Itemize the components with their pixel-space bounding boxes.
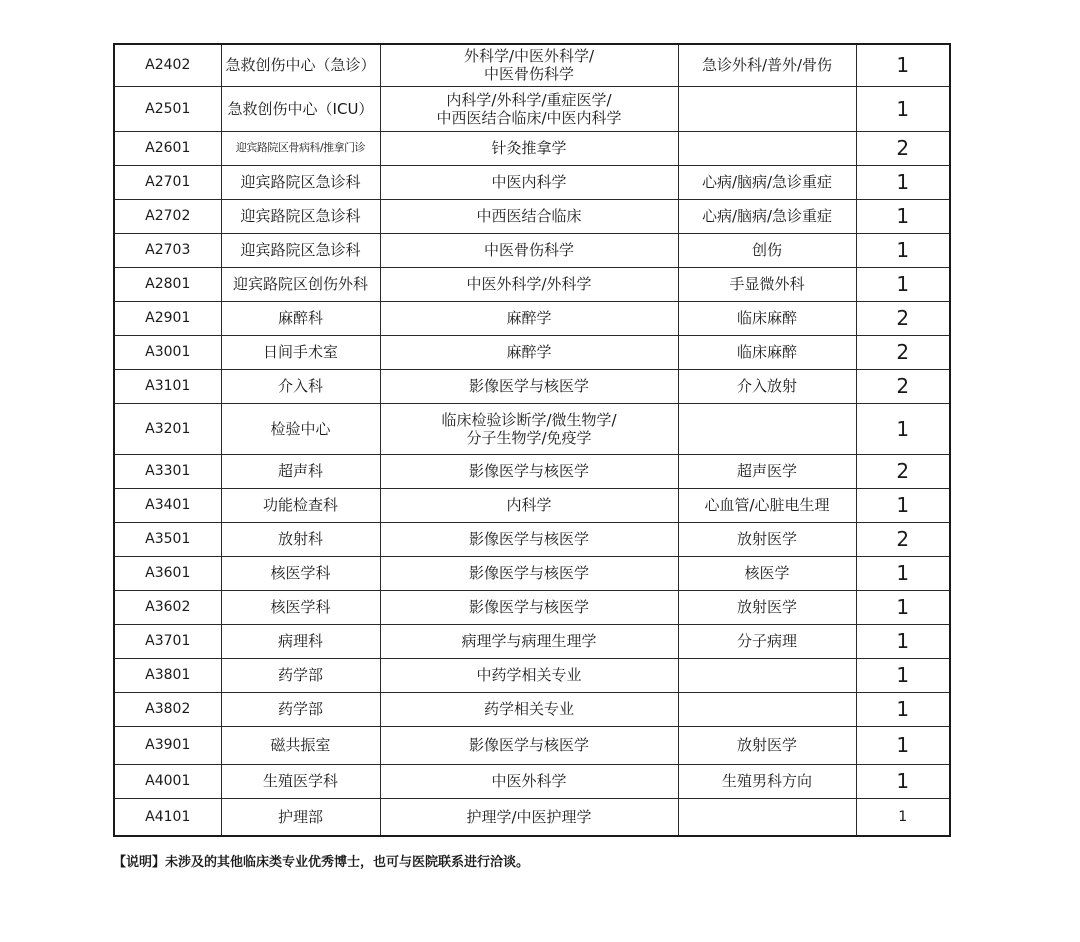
position-code: A3601 xyxy=(114,556,221,590)
headcount: 2 xyxy=(856,522,950,556)
research-direction xyxy=(678,692,856,726)
major-line: 内科学 xyxy=(506,496,552,514)
major-line: 中医骨伤科学 xyxy=(483,65,574,84)
department: 介入科 xyxy=(221,369,380,403)
department: 迎宾路院区急诊科 xyxy=(221,233,380,267)
research-direction: 手显微外科 xyxy=(678,267,856,301)
major-requirement xyxy=(380,165,678,199)
table-row xyxy=(114,522,950,556)
major-line: 影像医学与核医学 xyxy=(468,462,589,480)
headcount: 1 xyxy=(856,798,950,836)
table-row xyxy=(114,233,950,267)
research-direction: 放射医学 xyxy=(678,522,856,556)
research-direction: 创伤 xyxy=(678,233,856,267)
headcount: 1 xyxy=(856,86,950,131)
major-requirement xyxy=(380,403,678,454)
headcount: 1 xyxy=(856,267,950,301)
major-line: 针灸推拿学 xyxy=(491,139,567,157)
major-line: 分子生物学/免疫学 xyxy=(466,428,592,447)
table-row xyxy=(114,131,950,165)
research-direction: 心血管/心脏电生理 xyxy=(678,488,856,522)
table-row xyxy=(114,488,950,522)
headcount: 1 xyxy=(856,44,950,86)
position-code: A3001 xyxy=(114,335,221,369)
department: 药学部 xyxy=(221,692,380,726)
position-code: A2703 xyxy=(114,233,221,267)
major-requirement xyxy=(380,86,678,131)
major-line: 中医外科学 xyxy=(491,772,567,790)
department: 迎宾路院区急诊科 xyxy=(221,165,380,199)
headcount: 1 xyxy=(856,556,950,590)
table-row xyxy=(114,556,950,590)
position-code: A3701 xyxy=(114,624,221,658)
major-requirement xyxy=(380,764,678,798)
position-code: A4101 xyxy=(114,798,221,836)
major-requirement xyxy=(380,624,678,658)
headcount: 2 xyxy=(856,335,950,369)
department: 病理科 xyxy=(221,624,380,658)
table-row xyxy=(114,798,950,836)
table-row xyxy=(114,301,950,335)
table-row xyxy=(114,454,950,488)
department: 核医学科 xyxy=(221,556,380,590)
major-requirement xyxy=(380,454,678,488)
research-direction: 临床麻醉 xyxy=(678,301,856,335)
research-direction: 介入放射 xyxy=(678,369,856,403)
department: 麻醉科 xyxy=(221,301,380,335)
table-row xyxy=(114,726,950,764)
position-code: A2901 xyxy=(114,301,221,335)
position-code: A2501 xyxy=(114,86,221,131)
position-code: A3101 xyxy=(114,369,221,403)
major-line: 中医内科学 xyxy=(491,173,567,191)
headcount: 1 xyxy=(856,590,950,624)
department: 放射科 xyxy=(221,522,380,556)
major-requirement xyxy=(380,522,678,556)
major-line: 影像医学与核医学 xyxy=(468,598,589,616)
major-requirement xyxy=(380,798,678,836)
major-requirement xyxy=(380,233,678,267)
department: 日间手术室 xyxy=(221,335,380,369)
major-requirement xyxy=(380,335,678,369)
department: 核医学科 xyxy=(221,590,380,624)
major-requirement xyxy=(380,131,678,165)
major-line: 影像医学与核医学 xyxy=(468,377,589,395)
major-requirement xyxy=(380,726,678,764)
department: 生殖医学科 xyxy=(221,764,380,798)
major-requirement xyxy=(380,692,678,726)
headcount: 2 xyxy=(856,369,950,403)
research-direction xyxy=(678,658,856,692)
major-line: 影像医学与核医学 xyxy=(468,564,589,582)
position-code: A2601 xyxy=(114,131,221,165)
major-requirement xyxy=(380,488,678,522)
department: 护理部 xyxy=(221,798,380,836)
table-row xyxy=(114,590,950,624)
table-row xyxy=(114,624,950,658)
headcount: 1 xyxy=(856,658,950,692)
major-line: 临床检验诊断学/微生物学/ xyxy=(441,410,617,429)
department: 迎宾路院区急诊科 xyxy=(221,199,380,233)
department: 迎宾路院区骨病科/推拿门诊 xyxy=(221,131,380,165)
position-code: A2702 xyxy=(114,199,221,233)
position-code: A3401 xyxy=(114,488,221,522)
table-row xyxy=(114,165,950,199)
major-line: 外科学/中医外科学/ xyxy=(463,47,595,66)
research-direction: 生殖男科方向 xyxy=(678,764,856,798)
major-requirement xyxy=(380,199,678,233)
position-code: A2701 xyxy=(114,165,221,199)
table-row xyxy=(114,335,950,369)
position-code: A3201 xyxy=(114,403,221,454)
table-row xyxy=(114,764,950,798)
table-row xyxy=(114,267,950,301)
headcount: 2 xyxy=(856,131,950,165)
headcount: 2 xyxy=(856,454,950,488)
position-code: A4001 xyxy=(114,764,221,798)
table-row xyxy=(114,369,950,403)
department: 药学部 xyxy=(221,658,380,692)
major-requirement xyxy=(380,658,678,692)
major-line: 中药学相关专业 xyxy=(476,666,582,684)
headcount: 1 xyxy=(856,199,950,233)
major-line: 中医外科学/外科学 xyxy=(466,275,592,293)
major-line: 影像医学与核医学 xyxy=(468,530,589,548)
department: 功能检查科 xyxy=(221,488,380,522)
research-direction: 心病/脑病/急诊重症 xyxy=(678,165,856,199)
research-direction: 急诊外科/普外/骨伤 xyxy=(678,44,856,86)
table-row xyxy=(114,199,950,233)
major-requirement xyxy=(380,301,678,335)
headcount: 1 xyxy=(856,403,950,454)
major-line: 护理学/中医护理学 xyxy=(466,807,592,826)
major-line: 中西医结合临床/中医内科学 xyxy=(436,108,622,127)
position-code: A3801 xyxy=(114,658,221,692)
table-row xyxy=(114,86,950,131)
position-code: A3501 xyxy=(114,522,221,556)
major-line: 麻醉学 xyxy=(506,309,552,327)
headcount: 2 xyxy=(856,301,950,335)
research-direction xyxy=(678,403,856,454)
headcount: 1 xyxy=(856,624,950,658)
major-requirement xyxy=(380,590,678,624)
footnote: 【说明】未涉及的其他临床类专业优秀博士，也可与医院联系进行洽谈。 xyxy=(113,855,530,870)
headcount: 1 xyxy=(856,488,950,522)
major-line: 麻醉学 xyxy=(506,343,552,361)
table-body xyxy=(114,44,950,836)
major-line: 药学相关专业 xyxy=(483,700,574,718)
position-code: A2801 xyxy=(114,267,221,301)
research-direction xyxy=(678,86,856,131)
position-code: A3301 xyxy=(114,454,221,488)
major-line: 内科学/外科学/重症医学/ xyxy=(446,90,612,109)
headcount: 1 xyxy=(856,165,950,199)
position-code: A3802 xyxy=(114,692,221,726)
major-requirement xyxy=(380,556,678,590)
department: 超声科 xyxy=(221,454,380,488)
major-requirement xyxy=(380,44,678,86)
major-line: 影像医学与核医学 xyxy=(468,736,589,754)
headcount: 1 xyxy=(856,726,950,764)
headcount: 1 xyxy=(856,764,950,798)
table-row xyxy=(114,658,950,692)
major-requirement xyxy=(380,369,678,403)
research-direction: 临床麻醉 xyxy=(678,335,856,369)
research-direction: 心病/脑病/急诊重症 xyxy=(678,199,856,233)
department: 急救创伤中心（ICU） xyxy=(221,86,380,131)
table-row xyxy=(114,692,950,726)
research-direction xyxy=(678,131,856,165)
department: 磁共振室 xyxy=(221,726,380,764)
department: 检验中心 xyxy=(221,403,380,454)
table-row xyxy=(114,44,950,86)
major-line: 中西医结合临床 xyxy=(476,207,582,225)
department: 急救创伤中心（急诊） xyxy=(221,44,380,86)
department: 迎宾路院区创伤外科 xyxy=(221,267,380,301)
research-direction: 放射医学 xyxy=(678,726,856,764)
major-requirement xyxy=(380,267,678,301)
recruitment-table xyxy=(113,43,951,837)
position-code: A3602 xyxy=(114,590,221,624)
research-direction: 核医学 xyxy=(678,556,856,590)
position-code: A3901 xyxy=(114,726,221,764)
headcount: 1 xyxy=(856,233,950,267)
major-line: 病理学与病理生理学 xyxy=(461,632,597,650)
table-row xyxy=(114,403,950,454)
position-code: A2402 xyxy=(114,44,221,86)
research-direction: 分子病理 xyxy=(678,624,856,658)
research-direction xyxy=(678,798,856,836)
research-direction: 放射医学 xyxy=(678,590,856,624)
research-direction: 超声医学 xyxy=(678,454,856,488)
major-line: 中医骨伤科学 xyxy=(483,241,574,259)
headcount: 1 xyxy=(856,692,950,726)
